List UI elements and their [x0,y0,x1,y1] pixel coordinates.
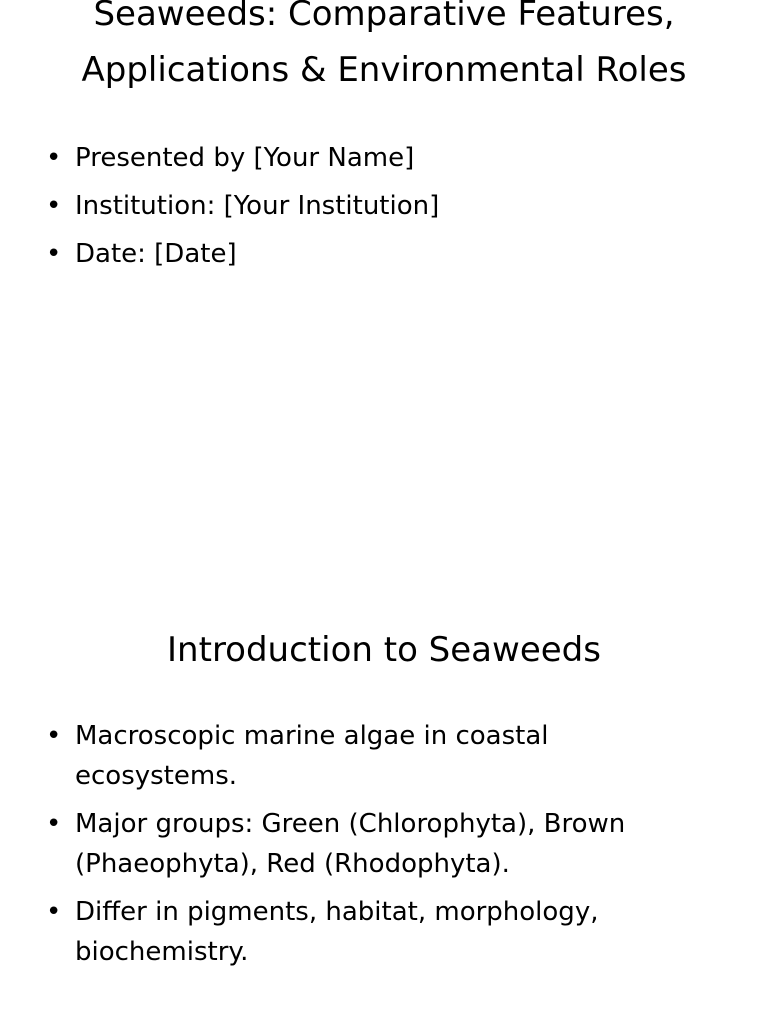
bullet-list [46,138,706,282]
bullet-icon: • [46,809,62,839]
bullet-icon: • [46,191,62,221]
list-item [46,234,706,274]
bullet-icon: • [46,143,62,173]
bullet-text: Differ in pigments, habitat, morphology, biochemistry. [75,897,599,967]
bullet-text: Major groups: Green (Chlorophyta), Brown (Phaeophyta), Red (Rhodophyta). [75,809,626,879]
list-item [46,186,706,226]
slide-title: Introduction to Seaweeds [167,630,601,670]
bullet-icon: • [46,721,62,751]
list-item [46,138,706,178]
slide-title: Seaweeds: Comparative Features, Applications & Environmental Roles [81,0,687,90]
list-item [46,892,706,972]
bullet-text: Date: [Date] [75,239,237,269]
bullet-text: Institution: [Your Institution] [75,191,440,221]
list-item [46,804,706,884]
slide-introduction [0,576,768,1024]
bullet-list [46,716,706,980]
bullet-icon: • [46,239,62,269]
bullet-text: Presented by [Your Name] [75,143,415,173]
bullet-icon: • [46,897,62,927]
list-item [46,716,706,796]
bullet-text: Macroscopic marine algae in coastal ecosystems. [75,721,549,791]
